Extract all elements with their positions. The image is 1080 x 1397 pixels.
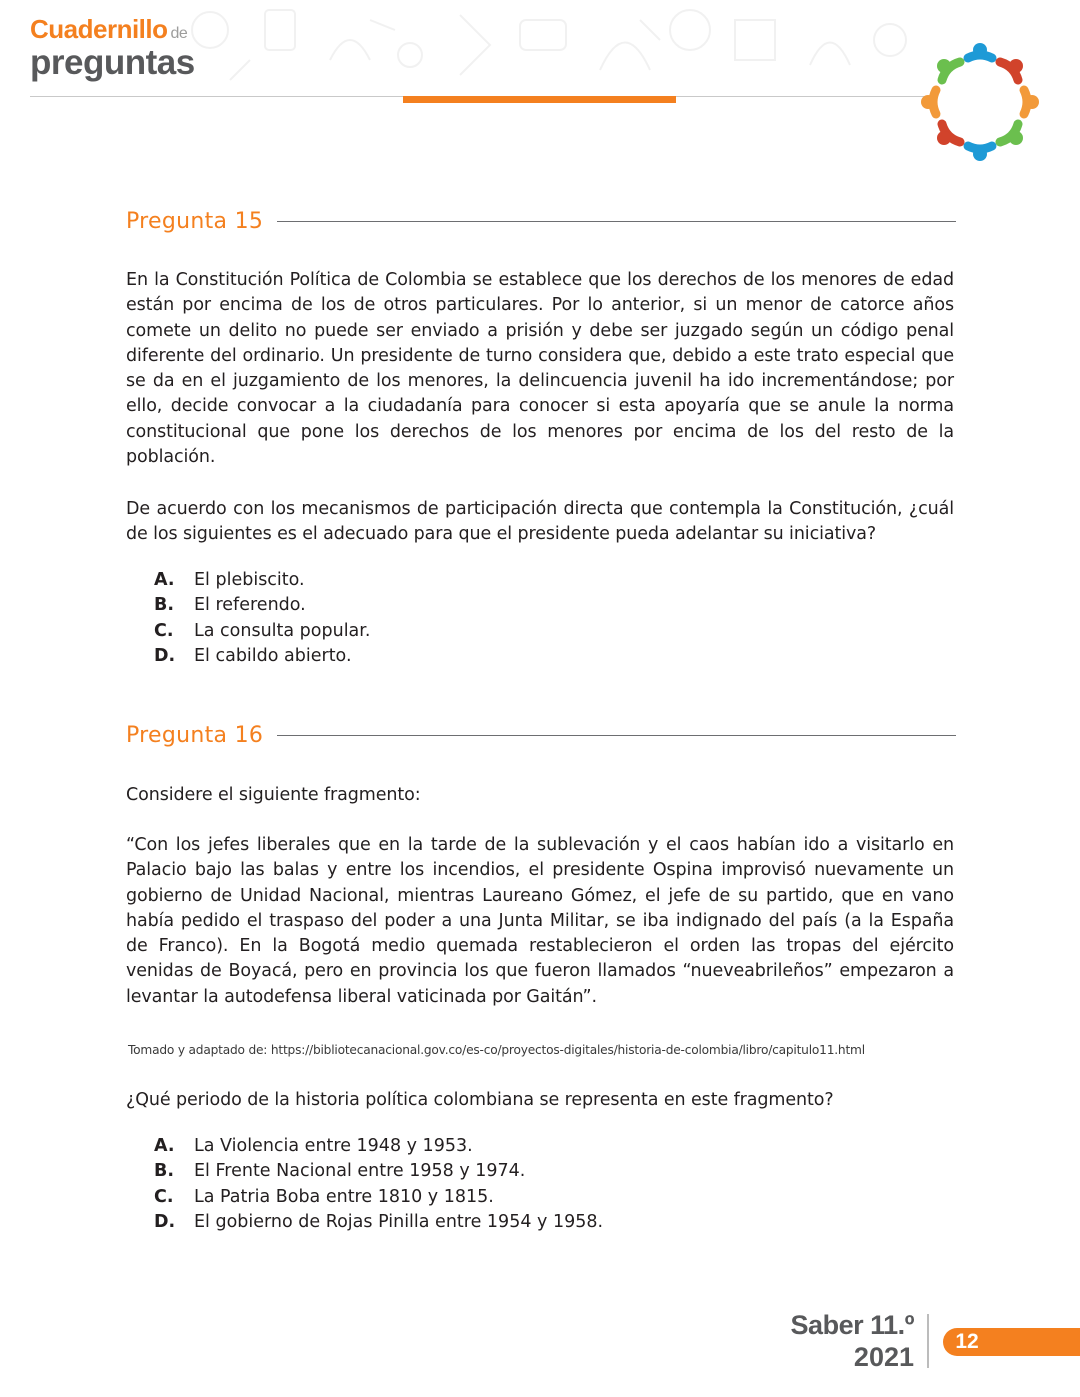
- question-15-heading: [126, 209, 956, 234]
- option-letter: B.: [154, 1161, 174, 1182]
- option-text: El Frente Nacional entre 1958 y 1974.: [194, 1161, 526, 1182]
- question-15-options: [154, 568, 370, 670]
- option-letter: A.: [154, 1136, 175, 1156]
- question-16-options: [154, 1134, 603, 1236]
- option-a[interactable]: [154, 568, 370, 593]
- question-15-rule: [277, 221, 956, 222]
- header-accent-bar: [403, 96, 676, 103]
- question-15-title: Pregunta 15: [126, 209, 264, 234]
- question-16-intro: Considere el siguiente fragmento:: [126, 785, 421, 805]
- footer-saber-title: Saber 11.º: [790, 1310, 914, 1340]
- option-letter: C.: [154, 620, 174, 641]
- footer-year: 2021: [853, 1342, 914, 1372]
- option-c[interactable]: [154, 619, 370, 644]
- icfes-people-circle-logo-icon: [918, 40, 1042, 164]
- question-16-rule: [277, 735, 956, 736]
- option-c[interactable]: [154, 1185, 603, 1210]
- option-letter: D.: [154, 646, 176, 667]
- option-b[interactable]: [154, 1159, 603, 1184]
- option-text: La consulta popular.: [194, 620, 371, 641]
- question-16-heading: [126, 723, 956, 748]
- option-text: La Patria Boba entre 1810 y 1815.: [194, 1186, 494, 1207]
- option-letter: B.: [154, 595, 174, 616]
- page-number-tab: [943, 1328, 1080, 1356]
- option-d[interactable]: [154, 1210, 603, 1235]
- brand-top-line: [30, 16, 195, 42]
- option-a[interactable]: [154, 1134, 603, 1159]
- school-doodle-pattern: [170, 0, 930, 96]
- question-16-title: Pregunta 16: [126, 723, 264, 748]
- option-text: El gobierno de Rojas Pinilla entre 1954 y 1958.: [194, 1212, 604, 1233]
- option-text: El plebiscito.: [194, 570, 305, 590]
- question-15-context: En la Constitución Política de Colombia se establece que los derechos de los menores de edad están por encima de los de otros particulares. Por lo anterior, si un menor de catorce años comete un delito no puede ser enviado a prisión y debe ser juzgado según un código penal diferente del ordinario. Un presidente de turno considera que, debido a este trato especial que se da en el juzgamiento de los menores, la delincuencia juvenil ha ido incrementándose; por ello, decide convocar a la ciudadanía para conocer si esta apoyaría que se anule la norma constitucional que pone los derechos de los menores por encima de los del resto de la población.: [126, 270, 954, 468]
- footer-exam-label: [780, 1312, 914, 1371]
- brand-preguntas: preguntas: [30, 43, 195, 82]
- question-16-source: Tomado y adaptado de: https://bibliotecanacional.gov.co/es-co/proyectos-digitales/historia-de-colombia/libro/capitulo11.html: [128, 1043, 865, 1057]
- option-b[interactable]: [154, 593, 370, 618]
- brand-title: [30, 16, 195, 80]
- question-16-prompt: ¿Qué periodo de la historia política colombiana se representa en este fragmento?: [126, 1090, 834, 1110]
- page-number: 12: [955, 1330, 979, 1353]
- footer-divider: [927, 1314, 929, 1368]
- brand-cuadernillo: Cuadernillo: [30, 14, 168, 44]
- question-16-quote: “Con los jefes liberales que en la tarde de la sublevación y el caos habían ido a visitarlo en Palacio bajo las balas y entre los incendios, el presidente Ospina improvisó nuevamente un gobierno de Unidad Nacional, mientras Laureano Gómez, el jefe de su partido, que en vano había pedido el traspaso del poder a una Junta Militar, se iba indignado del país (a la España de Franco). En la Bogotá medio quemada restablecieron el orden las tropas del ejército venidas de Boyacá, pero en provincia los que fueron llamados “nueveabrileños” empezaron a levantar la autodefensa liberal vaticinada por Gaitán”.: [126, 835, 954, 1007]
- brand-de: de: [170, 25, 188, 42]
- option-letter: D.: [154, 1212, 176, 1233]
- option-letter: C.: [154, 1186, 174, 1207]
- option-letter: A.: [154, 570, 175, 590]
- option-text: El referendo.: [194, 595, 306, 616]
- option-text: El cabildo abierto.: [194, 646, 352, 667]
- option-text: La Violencia entre 1948 y 1953.: [194, 1136, 473, 1156]
- option-d[interactable]: [154, 644, 370, 669]
- question-15-prompt: De acuerdo con los mecanismos de participación directa que contempla la Constitución, ¿cuál de los siguientes es el adecuado para que el presidente pueda adelantar su iniciativa?: [126, 499, 954, 545]
- page-header: [0, 0, 1080, 170]
